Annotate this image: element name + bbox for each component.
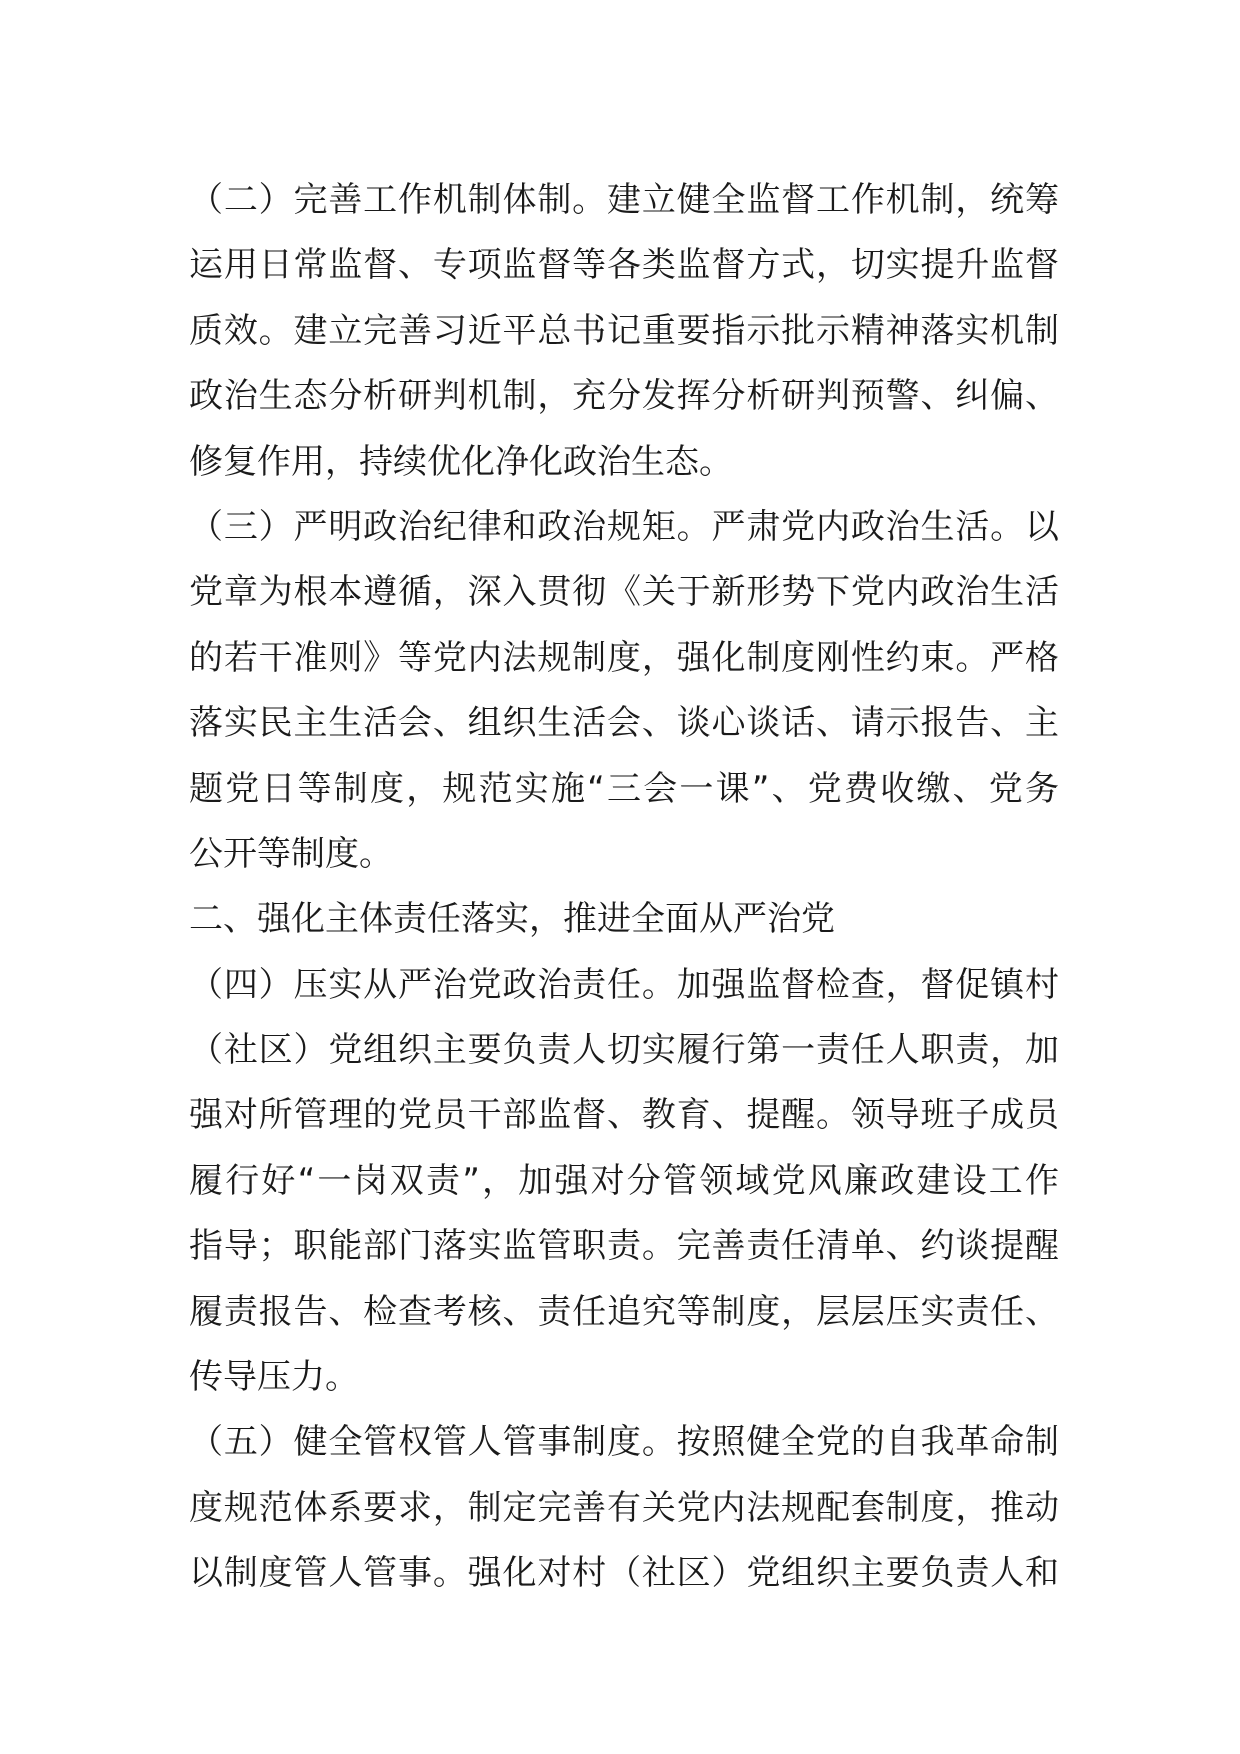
text-line: （五）健全管权管人管事制度。按照健全党的自我革命制 (189, 1422, 1059, 1463)
text-line: 传导压力。 (189, 1357, 359, 1398)
text-line: 履责报告、检查考核、责任追究等制度，层层压实责任、 (189, 1291, 1059, 1332)
text-line: 公开等制度。 (189, 833, 393, 874)
paragraph-political-discipline (189, 495, 1059, 887)
paragraph-management-system (189, 1410, 1059, 1606)
text-line: 指导；职能部门落实监管职责。完善责任清单、约谈提醒 (189, 1226, 1059, 1267)
section-heading-text: 二、强化主体责任落实，推进全面从严治党 (189, 899, 835, 940)
text-line: 党章为根本遵循，深入贯彻《关于新形势下党内政治生活 (189, 572, 1059, 613)
text-line: （四）压实从严治党政治责任。加强监督检查，督促镇村 (189, 964, 1059, 1005)
text-line: 落实民主生活会、组织生活会、谈心谈话、请示报告、主 (189, 703, 1059, 744)
text-line: 以制度管人管事。强化对村（社区）党组织主要负责人和 (189, 1553, 1059, 1594)
document-body (189, 168, 1059, 1607)
text-line: 强对所管理的党员干部监督、教育、提醒。领导班子成员 (189, 1095, 1059, 1136)
paragraph-work-mechanism (189, 168, 1059, 495)
text-line: （二）完善工作机制体制。建立健全监督工作机制，统筹 (189, 180, 1059, 220)
text-line: 履行好“一岗双责”，加强对分管领域党风廉政建设工作 (189, 1160, 1059, 1201)
text-line: （三）严明政治纪律和政治规矩。严肃党内政治生活。以 (189, 506, 1059, 547)
text-line: 的若干准则》等党内法规制度，强化制度刚性约束。严格 (189, 637, 1059, 678)
text-line: 题党日等制度，规范实施“三会一课”、党费收缴、党务 (189, 768, 1059, 809)
section-heading (189, 887, 1059, 952)
text-line: 运用日常监督、专项监督等各类监督方式，切实提升监督 (189, 245, 1059, 286)
text-line: 质效。建立完善习近平总书记重要指示批示精神落实机制 (189, 310, 1059, 351)
text-line: （社区）党组织主要负责人切实履行第一责任人职责，加 (189, 1030, 1059, 1071)
paragraph-responsibility (189, 953, 1059, 1411)
text-line: 度规范体系要求，制定完善有关党内法规配套制度，推动 (189, 1487, 1059, 1528)
text-line: 修复作用，持续优化净化政治生态。 (189, 441, 733, 482)
text-line: 政治生态分析研判机制，充分发挥分析研判预警、纠偏、 (189, 376, 1059, 417)
